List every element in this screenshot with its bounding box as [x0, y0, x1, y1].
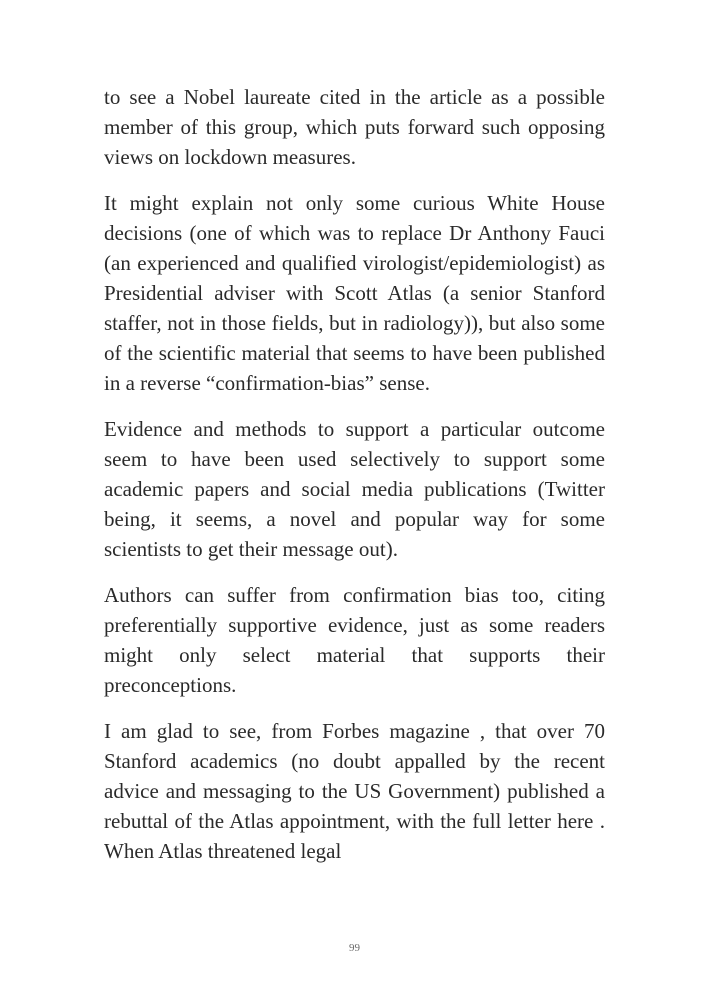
body-text	[104, 82, 605, 882]
paragraph-5: I am glad to see, from Forbes magazine , that over 70 Stanford academics (no doubt appalled by the recent advice and messaging to the US Government) published a rebuttal of the Atlas appointment, with the full letter here . When Atlas threatened legal	[104, 719, 605, 863]
paragraph-4: Authors can suffer from confirmation bias too, citing preferentially supportive evidence, just as some readers might only select material that supports their preconceptions.	[104, 583, 605, 697]
paragraph-3: Evidence and methods to support a particular outcome seem to have been used selectively to support some academic papers and social media publications (Twitter being, it seems, a novel and popular way for some scientists to get their message out).	[104, 417, 605, 561]
page-number: 99	[349, 942, 360, 954]
paragraph-2: It might explain not only some curious White House decisions (one of which was to replace Dr Anthony Fauci (an experienced and qualified virologist/epidemiologist) as Presidential adviser with Scott Atlas (a senior Stanford staffer, not in those fields, but in radiology)), but also some of the scientific material that seems to have been published in a reverse “confirmation-bias” sense.	[104, 191, 605, 395]
paragraph-1: to see a Nobel laureate cited in the article as a possible member of this group, which puts forward such opposing views on lockdown measures.	[104, 85, 605, 169]
